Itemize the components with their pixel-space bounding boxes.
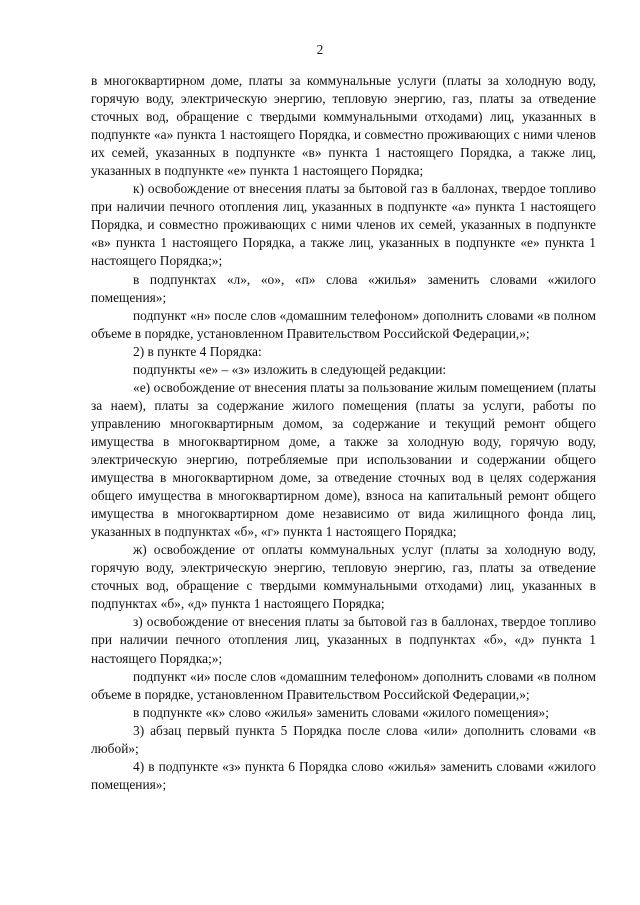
- paragraph-subitems-l-o-p: в подпунктах «л», «о», «п» слова «жилья» заменить словами «жилого помещения»;: [91, 271, 596, 305]
- paragraph-subitem-z: з) освобождение от внесения платы за бытовой газ в баллонах, твердое топливо при наличии печного отопления лиц, указанных в подпунктах «б», «д» пункта 1 настоящего Порядка;»;: [91, 614, 596, 666]
- paragraph-subitem-n: подпункт «н» после слов «домашним телефоном» дополнить словами «в полном объеме в порядке, установленном Правительством Российской Федерации,»;: [91, 307, 596, 341]
- document-body: [91, 72, 596, 794]
- paragraph-subitem-k-2: в подпункте «к» слово «жилья» заменить словами «жилого помещения»;: [133, 704, 549, 720]
- paragraph-subitems-e-z: подпункты «е» – «з» изложить в следующей редакции:: [133, 361, 447, 377]
- paragraph-item-4: 4) в подпункте «з» пункта 6 Порядка слово «жилья» заменить словами «жилого помещения»;: [91, 758, 596, 792]
- paragraph-subitem-e: «е) освобождение от внесения платы за пользование жилым помещением (платы за наем), платы за содержание жилого помещения (платы за услуги, работы по управлению многоквартирным домом, за содержание и текущий ремонт общего имущества в многоквартирном доме, а также за холодную воду, горячую воду, электрическую энергию, потребляемые при использовании и содержании общего имущества в многоквартирном доме, за отведение сточных вод в целях содержания общего имущества в многоквартирном доме), взноса на капитальный ремонт общего имущества в многоквартирном доме независимо от вида жилищного фонда лиц, указанных в подпунктах «б», «г» пункта 1 настоящего Порядка;: [91, 379, 596, 540]
- page-number: 2: [316, 42, 324, 57]
- paragraph-subitem-zh: ж) освобождение от оплаты коммунальных услуг (платы за холодную воду, горячую воду, электрическую энергию, тепловую энергию, газ, платы за отведение сточных вод, обращение с твердыми коммунальными отходами) лиц, указанных в подпунктах «б», «д» пункта 1 настоящего Порядка;: [91, 542, 596, 612]
- paragraph-item-2: 2) в пункте 4 Порядка:: [133, 343, 262, 359]
- paragraph-item-3: 3) абзац первый пункта 5 Порядка после слова «или» дополнить словами «в любой»;: [91, 722, 596, 756]
- paragraph-subitem-i: подпункт «и» после слов «домашним телефоном» дополнить словами «в полном объеме в порядке, установленном Правительством Российской Федерации,»;: [91, 668, 596, 702]
- paragraph-subitem-k: к) освобождение от внесения платы за бытовой газ в баллонах, твердое топливо при наличии печного отопления лиц, указанных в подпункте «а» пункта 1 настоящего Порядка, и совместно проживающих с ними членов их семей, указанных в подпункте «в» пункта 1 настоящего Порядка, а также лиц, указанных в подпункте «е» пункта 1 настоящего Порядка;»;: [91, 181, 596, 269]
- paragraph-continuation: в многоквартирном доме, платы за коммунальные услуги (платы за холодную воду, горячую воду, электрическую энергию, тепловую энергию, газ, платы за отведение сточных вод, обращение с твердыми коммунальными отходами) лиц, указанных в подпункте «а» пункта 1 настоящего Порядка, и совместно проживающих с ними членов их семей, указанных в подпункте «в» пункта 1 настоящего Порядка, а также лиц, указанных в подпункте «е» пункта 1 настоящего Порядка;: [91, 73, 596, 179]
